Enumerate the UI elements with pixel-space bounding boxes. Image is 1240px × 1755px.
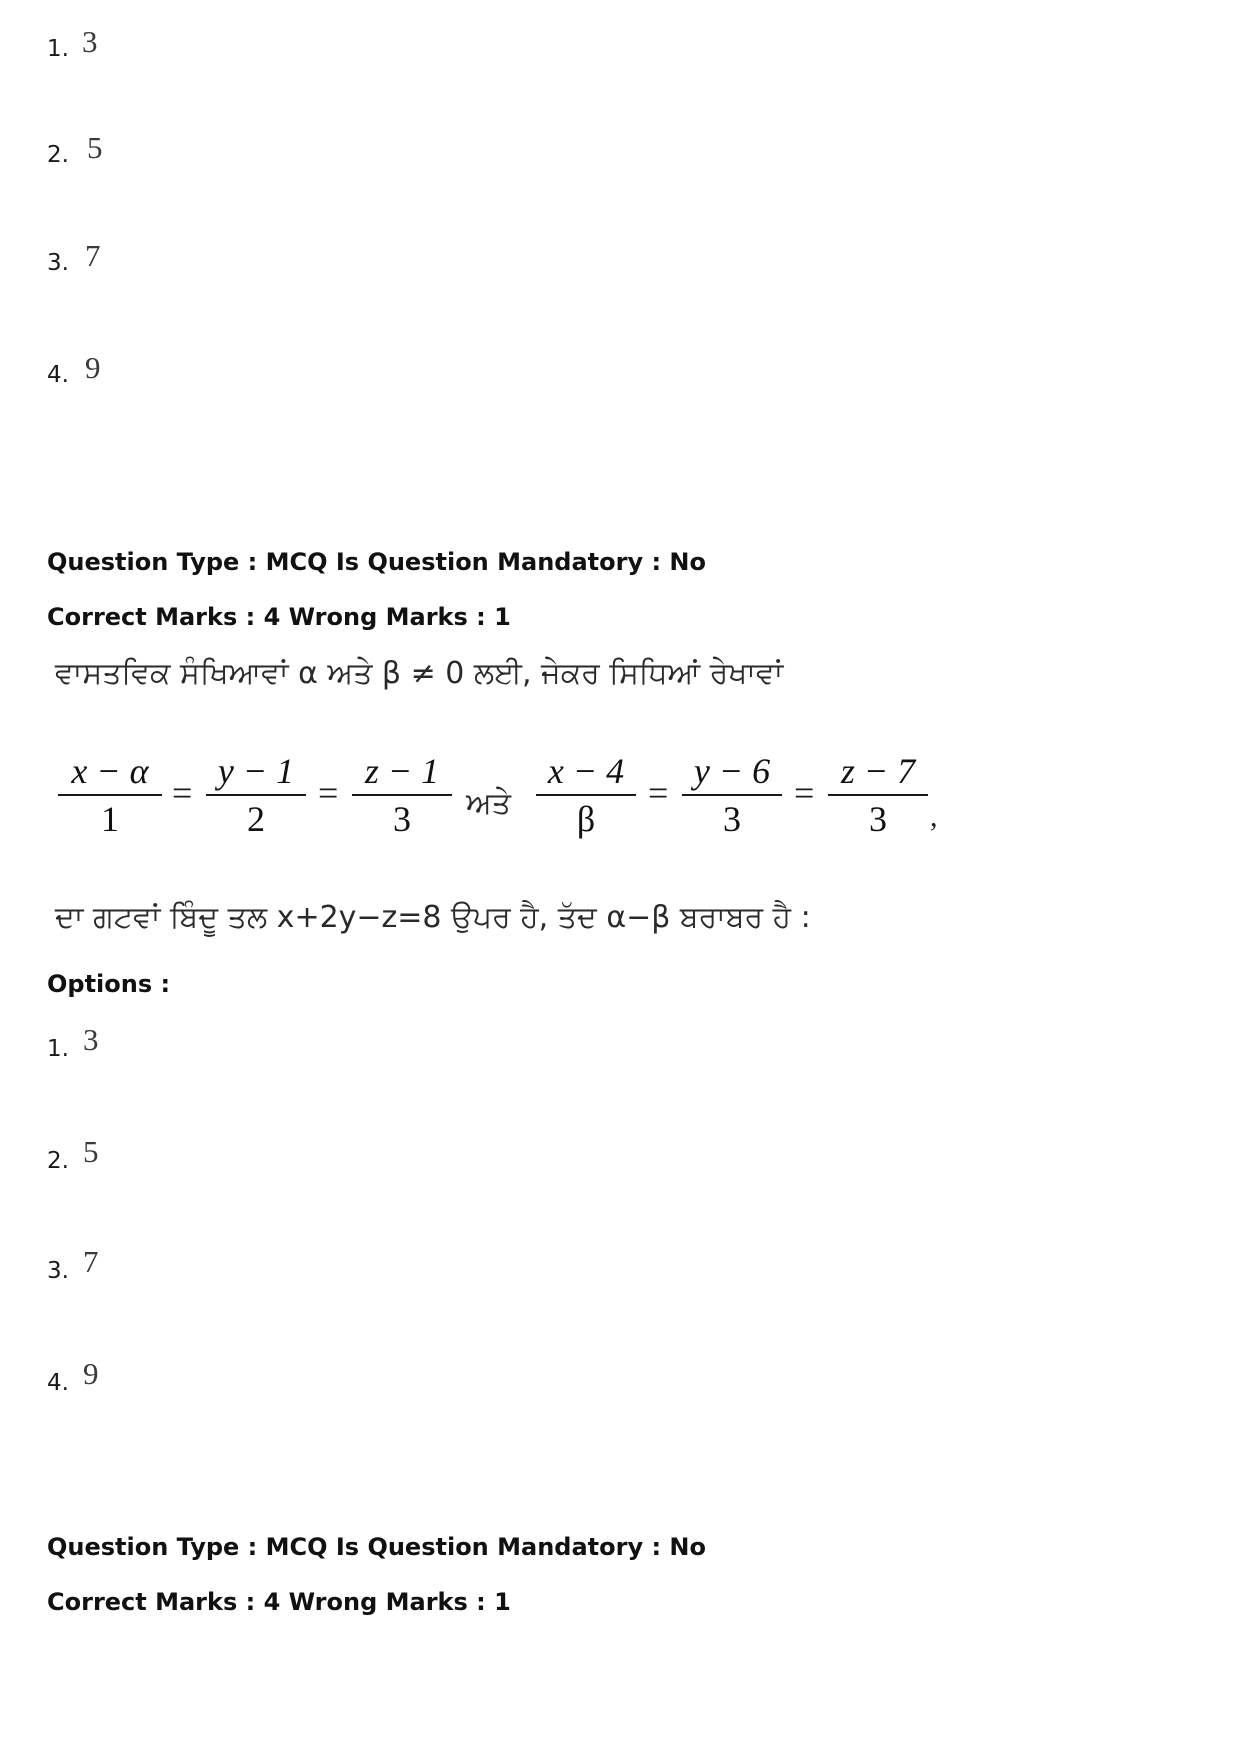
option-number: 2. bbox=[47, 142, 69, 168]
fraction-1-denominator: 1 bbox=[101, 798, 119, 839]
option-row[interactable] bbox=[47, 1356, 99, 1396]
option-number: 4. bbox=[47, 362, 69, 388]
option-value: 3 bbox=[83, 1022, 99, 1057]
option-number: 1. bbox=[47, 36, 69, 62]
fraction-2-numerator: y − 1 bbox=[206, 752, 306, 796]
option-value: 7 bbox=[85, 238, 101, 273]
options-label: Options : bbox=[47, 970, 171, 998]
option-value: 9 bbox=[83, 1356, 99, 1391]
option-value: 9 bbox=[85, 350, 101, 385]
option-number: 3. bbox=[47, 1258, 69, 1284]
fraction-1-numerator: x − α bbox=[58, 752, 162, 796]
option-row[interactable] bbox=[47, 1134, 99, 1174]
fraction-6-numerator: z − 7 bbox=[828, 752, 928, 796]
fraction-5 bbox=[682, 752, 782, 841]
fraction-5-numerator: y − 6 bbox=[682, 752, 782, 796]
fraction-1 bbox=[58, 752, 162, 841]
fraction-4-denominator: β bbox=[576, 798, 596, 839]
option-row[interactable] bbox=[47, 238, 101, 276]
option-number: 2. bbox=[47, 1148, 69, 1174]
question-text-line-1: ਵਾਸਤਵਿਕ ਸੰਖਿਆਵਾਂ α ਅਤੇ β ≠ 0 ਲਈ, ਜੇਕਰ ਸਿਧਿਆਂ ਰੇਖਾਵਾਂ bbox=[55, 656, 784, 691]
equals-sign: = bbox=[648, 773, 669, 813]
fraction-2 bbox=[206, 752, 306, 841]
fraction-5-denominator: 3 bbox=[723, 798, 741, 839]
option-value: 5 bbox=[83, 1134, 99, 1169]
equals-sign: = bbox=[794, 773, 815, 813]
option-value: 3 bbox=[82, 24, 98, 59]
equation-connector: ਅਤੇ bbox=[466, 786, 511, 821]
option-value: 5 bbox=[87, 130, 103, 165]
equals-sign: = bbox=[172, 773, 193, 813]
fraction-6-denominator: 3 bbox=[869, 798, 887, 839]
option-number: 3. bbox=[47, 250, 69, 276]
option-row[interactable] bbox=[47, 24, 98, 62]
question-marks-line: Correct Marks : 4 Wrong Marks : 1 bbox=[47, 1588, 511, 1616]
question-type-line: Question Type : MCQ Is Question Mandatory : No bbox=[47, 1533, 706, 1561]
fraction-4-numerator: x − 4 bbox=[536, 752, 636, 796]
option-number: 4. bbox=[47, 1370, 69, 1396]
option-row[interactable] bbox=[47, 350, 101, 388]
fraction-3-denominator: 3 bbox=[393, 798, 411, 839]
option-row[interactable] bbox=[47, 1022, 99, 1062]
fraction-6 bbox=[828, 752, 928, 841]
question-marks-line: Correct Marks : 4 Wrong Marks : 1 bbox=[47, 603, 511, 631]
fraction-4 bbox=[536, 752, 636, 841]
fraction-3-numerator: z − 1 bbox=[352, 752, 452, 796]
fraction-3 bbox=[352, 752, 452, 841]
equals-sign: = bbox=[318, 773, 339, 813]
equation-trailing-comma: , bbox=[930, 800, 938, 833]
fraction-2-denominator: 2 bbox=[247, 798, 265, 839]
option-row[interactable] bbox=[47, 130, 103, 168]
question-text-line-3: ਦਾ ਗਟਵਾਂ ਬਿੰਦੂ ਤਲ x+2y−z=8 ਉਪਰ ਹੈ, ਤੱਦ α−β ਬਰਾਬਰ ਹੈ : bbox=[55, 900, 811, 935]
option-number: 1. bbox=[47, 1036, 69, 1062]
question-type-line: Question Type : MCQ Is Question Mandatory : No bbox=[47, 548, 706, 576]
option-value: 7 bbox=[83, 1244, 99, 1279]
option-row[interactable] bbox=[47, 1244, 99, 1284]
